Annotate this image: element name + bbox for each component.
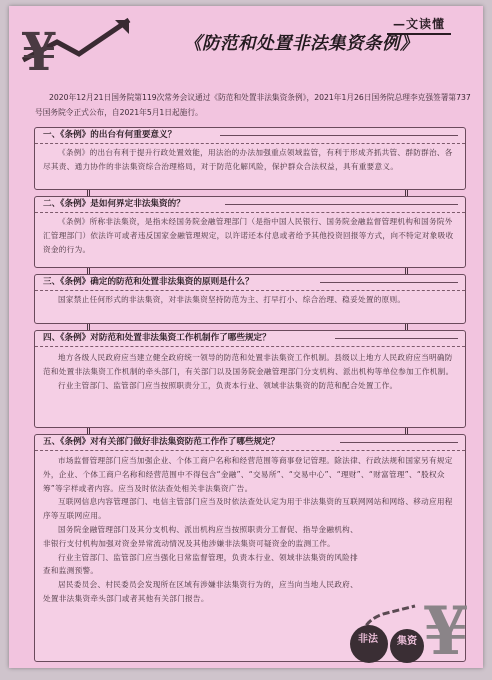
section-title xyxy=(35,197,465,213)
section-title-text: 一、《条例》的出台有何重要意义？ xyxy=(43,130,177,140)
yen-arrow-icon xyxy=(17,10,137,74)
section-title xyxy=(35,275,465,291)
section-paragraph: 国家禁止任何形式的非法集资，对非法集资坚持防范为主、打早打小、综合治理、稳妥处置的原则。 xyxy=(58,295,406,304)
intro-paragraph: 2020年12月21日国务院第119次常务会议通过《防范和处置非法集资条例》，2021年1月26日国务院总理李克强签署第737号国务院令正式公布，自2021年5月1日起施行。 xyxy=(35,93,471,117)
section-title-text: 四、《条例》对防范和处置非法集资工作机制作了哪些规定？ xyxy=(43,333,271,343)
shackle-yen-icon xyxy=(345,584,475,666)
main-title: 《防范和处置非法集资条例》 xyxy=(184,34,418,54)
title-rule xyxy=(335,338,458,339)
article-page xyxy=(9,6,483,668)
section-2 xyxy=(34,196,466,268)
section-paragraph: 互联网信息内容管理部门、电信主管部门应当及时依法查处认定为用于非法集资的互联网网站和网络、移动应用程序等互联网应用。 xyxy=(43,497,453,521)
title-rule xyxy=(340,442,458,443)
section-paragraph: 居民委员会、村民委员会发现所在区域有涉嫌非法集资行为的，应当向当地人民政府、处置非法集资牵头部门或者其他有关部门报告。 xyxy=(43,580,358,603)
section-title xyxy=(35,331,465,347)
section-body xyxy=(35,451,465,606)
section-title xyxy=(35,435,465,451)
section-paragraph: 地方各级人民政府应当建立健全政府统一领导的防范和处置非法集资工作机制。县级以上地方人民政府应当明确防范和处置非法集资工作机制的牵头部门，有关部门以及国务院金融管理部门分支机构、派出机构等单位参加工作机制。 xyxy=(43,353,454,376)
section-paragraph: 《条例》的出台有利于提升行政处置效能，用法治的办法加强重点领域监管，有利于形成齐抓共管、群防群治、各尽其责、通力协作的非法集资综合治理格局，对于防范化解风险，保护群众合法权益，具有重要意义。 xyxy=(43,148,453,171)
section-paragraph: 行业主管部门、监管部门应当强化日常监督管理，负责本行业、领域非法集资的风险排查和监测预警。 xyxy=(43,552,358,576)
section-paragraph: 市场监督管理部门应当加强企业、个体工商户名称和经营范围等商事登记管理。除法律、行政法规和国家另有规定外，企业、个体工商户名称和经营范围中不得包含“金融”、“交易所”、“交易中心”、“理财”、“财富管理”、“股权众筹”等字样或者内容。应当及时依法查处相关非法集资广告。 xyxy=(43,456,453,493)
section-paragraph: 行业主管部门、监管部门应当按照职责分工，负责本行业、领域非法集资的防范和配合处置工作。 xyxy=(58,380,398,390)
illustration xyxy=(345,584,475,666)
section-title xyxy=(35,128,465,144)
title-rule xyxy=(320,282,458,283)
section-body xyxy=(35,144,465,174)
section-title-text: 三、《条例》确定的防范和处置非法集资的原则是什么？ xyxy=(43,277,254,287)
section-paragraph: 《条例》所称非法集资，是指未经国务院金融管理部门（是指中国人民银行、国务院金融监督管理机构和国务院外汇管理部门）依法许可或者违反国家金融管理规定，以许诺还本付息或者给予其他投资回报等方式，向不特定对象吸收资金的行为。 xyxy=(43,217,454,254)
title-rule xyxy=(225,204,458,205)
illus-label-left: 非法 xyxy=(358,634,378,645)
header-tag: —文读懂 xyxy=(387,15,451,35)
section-3 xyxy=(34,274,466,324)
section-1 xyxy=(34,127,466,190)
illus-label-right: 集资 xyxy=(397,636,417,647)
section-4 xyxy=(34,330,466,428)
illus-symbol: ¥ xyxy=(423,592,469,666)
section-paragraph: 国务院金融管理部门及其分支机构、派出机构应当按照职责分工督促、指导金融机构、非银行支付机构加强对资金异常流动情况及其他涉嫌非法集资可疑资金的监测工作。 xyxy=(43,524,358,548)
title-rule xyxy=(220,135,458,136)
section-title-text: 五、《条例》对有关部门做好非法集资防范工作作了哪些规定？ xyxy=(43,437,280,447)
section-body xyxy=(35,291,465,307)
section-body xyxy=(35,213,465,256)
section-title-text: 二、《条例》是如何界定非法集资的？ xyxy=(43,199,185,209)
svg-text:¥: ¥ xyxy=(21,22,58,74)
yen-arrow-graphic xyxy=(17,10,137,74)
intro-text xyxy=(35,90,477,120)
section-body xyxy=(35,347,465,392)
